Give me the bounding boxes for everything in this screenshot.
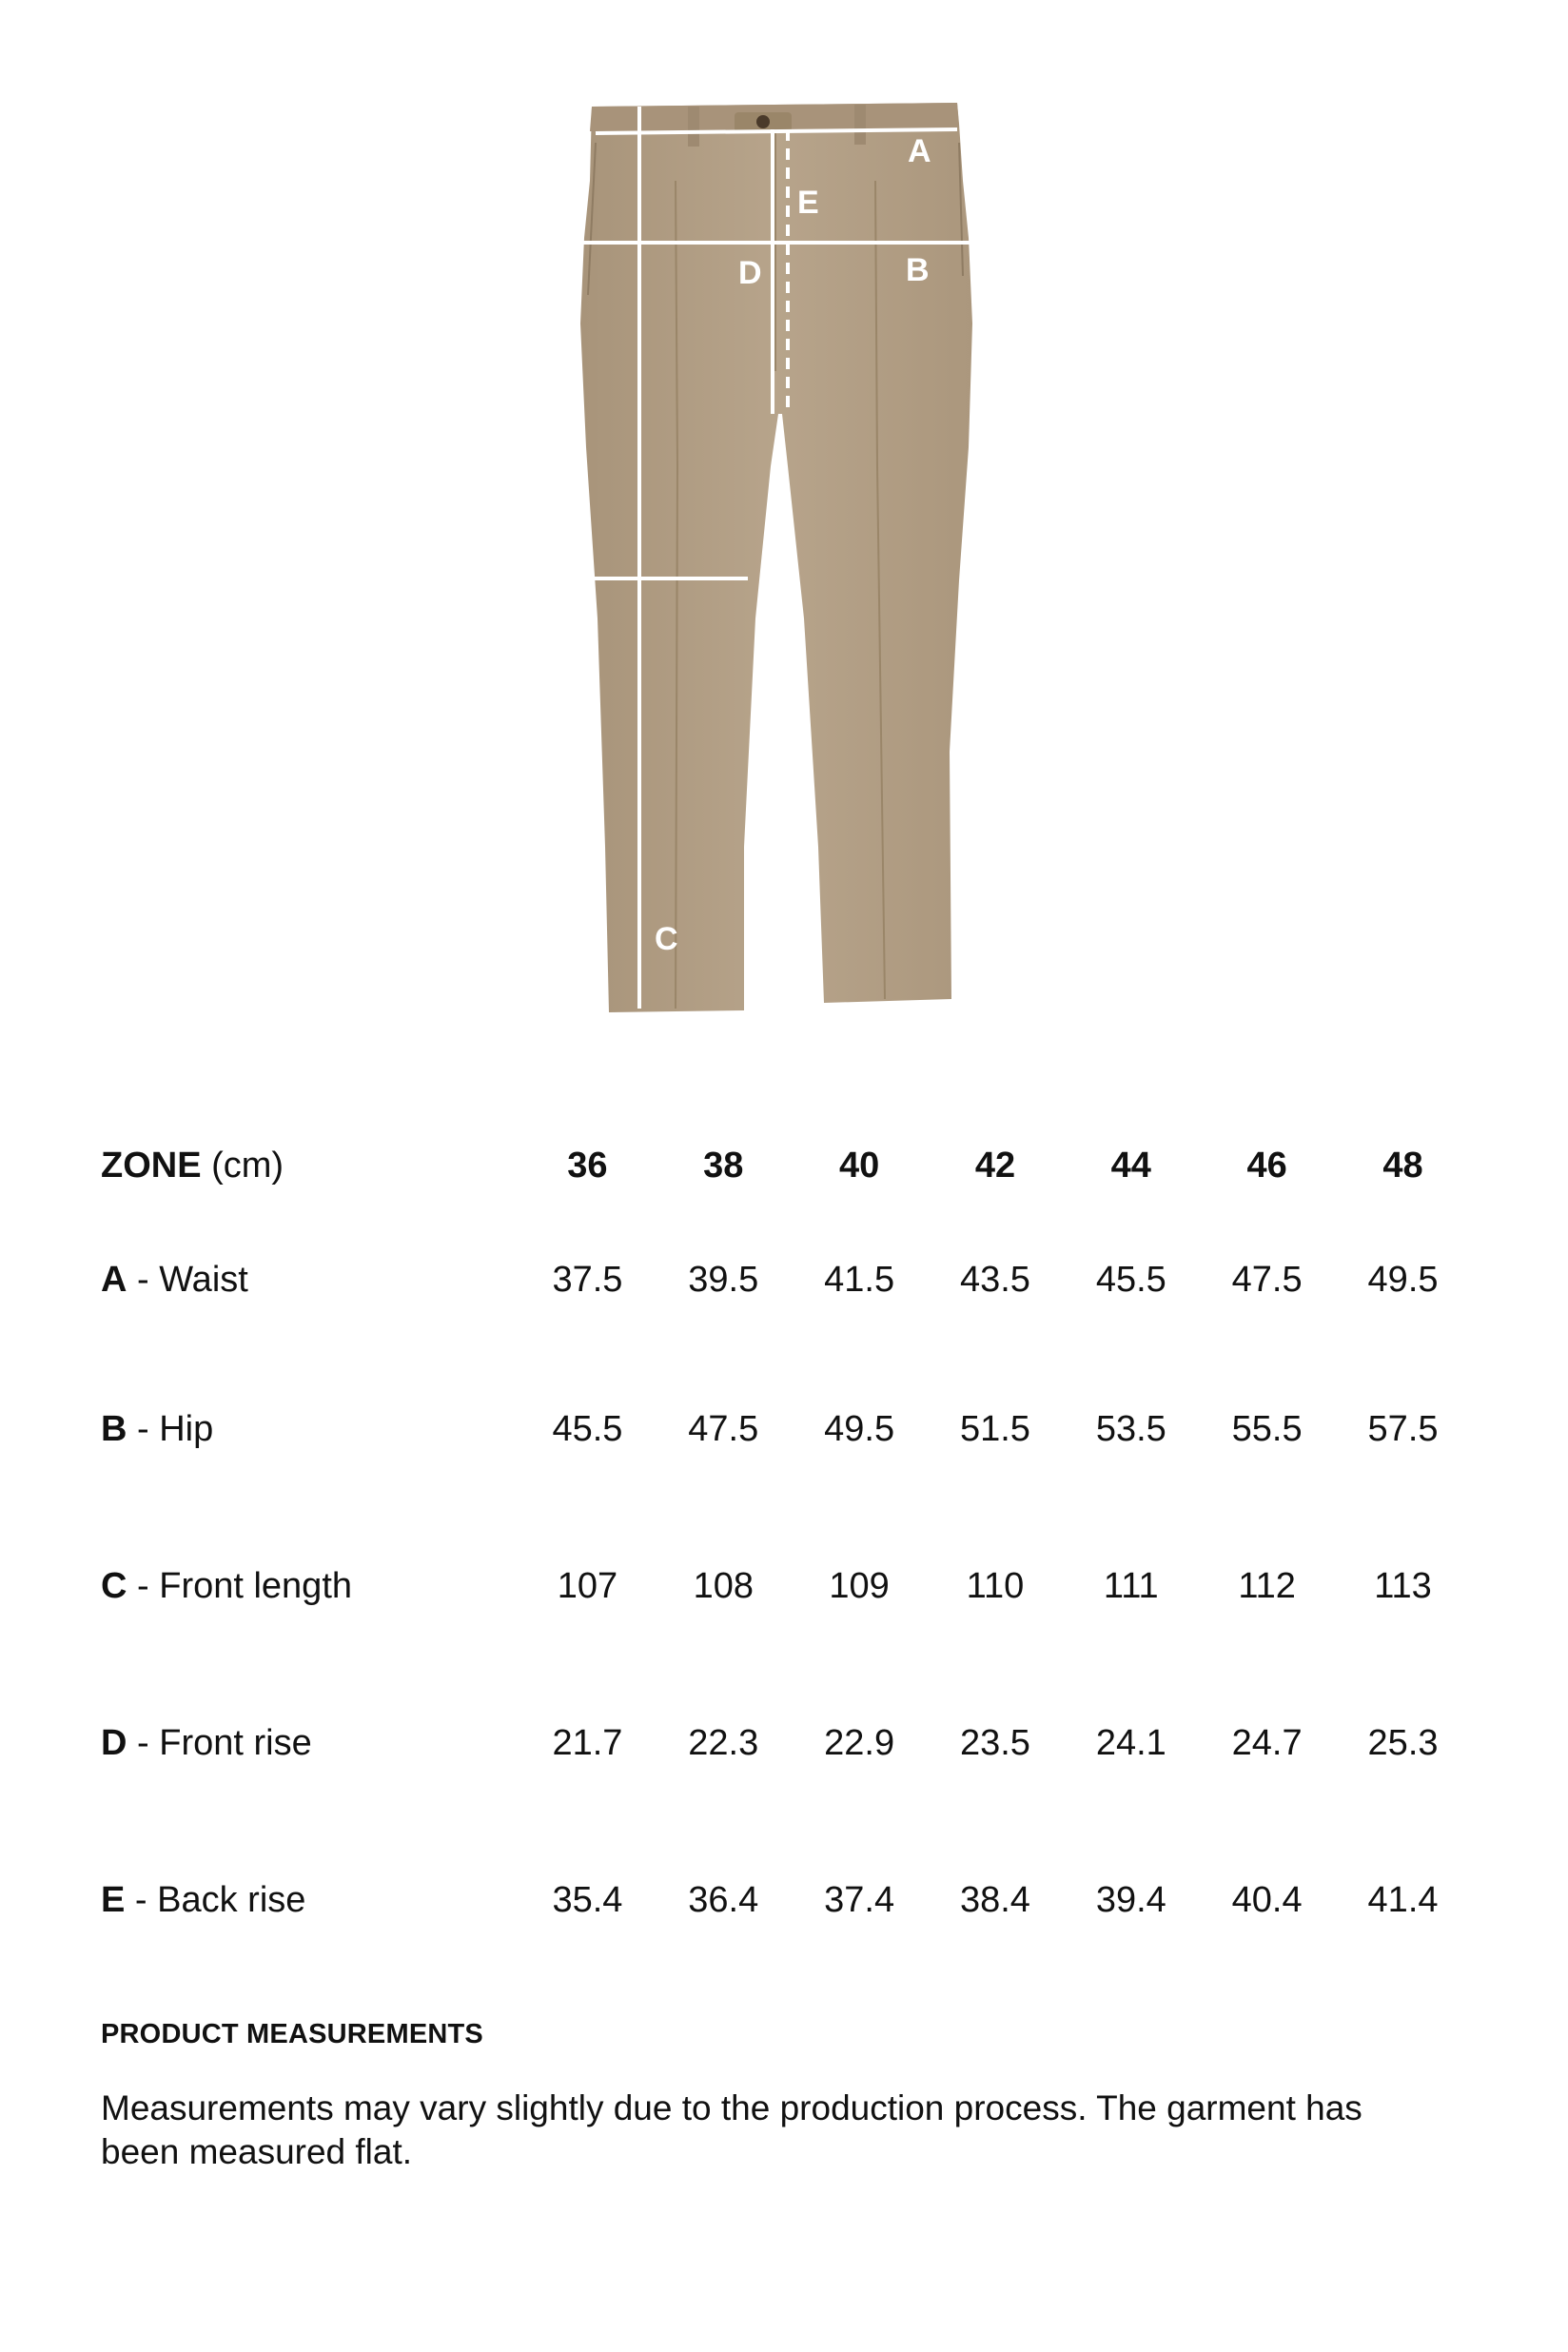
waist-button-icon — [756, 115, 770, 128]
notes-text: Measurements may vary slightly due to the production process. The garment has been measured flat. — [101, 2088, 1362, 2171]
label-b: B — [906, 252, 930, 288]
table-header-row — [101, 1123, 1471, 1208]
size-header: 40 — [838, 1145, 880, 1186]
notes-title: PRODUCT MEASUREMENTS — [101, 2019, 483, 2049]
size-header: 38 — [703, 1145, 744, 1186]
value-cell: 45.5 — [552, 1409, 623, 1449]
value-cell: 57.5 — [1367, 1409, 1439, 1449]
table-row — [101, 1351, 1471, 1508]
zone-header — [101, 1123, 519, 1208]
size-header: 46 — [1246, 1145, 1287, 1186]
value-cell: 37.4 — [824, 1880, 895, 1920]
size-header: 36 — [567, 1145, 608, 1186]
value-cell: 47.5 — [688, 1409, 759, 1449]
size-header: 44 — [1110, 1145, 1151, 1186]
value-cell: 112 — [1238, 1566, 1296, 1606]
value-cell: 43.5 — [959, 1259, 1030, 1300]
value-cell: 55.5 — [1231, 1409, 1303, 1449]
label-c: C — [655, 921, 678, 957]
value-cell: 109 — [829, 1566, 890, 1606]
zone-cell — [101, 1508, 519, 1665]
value-cell: 35.4 — [552, 1880, 623, 1920]
value-cell: 21.7 — [552, 1723, 623, 1763]
label-a: A — [908, 133, 931, 169]
value-cell: 24.1 — [1095, 1723, 1166, 1763]
value-cell: 41.4 — [1367, 1880, 1439, 1920]
belt-loop — [688, 107, 699, 147]
value-cell: 36.4 — [688, 1880, 759, 1920]
value-cell: 108 — [693, 1566, 754, 1606]
belt-loop — [854, 105, 866, 145]
value-cell: 22.3 — [688, 1723, 759, 1763]
zone-cell — [101, 1822, 519, 1979]
value-cell: 53.5 — [1095, 1409, 1166, 1449]
zone-cell — [101, 1665, 519, 1822]
zone-name: - Front rise — [137, 1723, 312, 1763]
size-header: 42 — [974, 1145, 1016, 1186]
value-cell: 49.5 — [824, 1409, 895, 1449]
size-chart-table — [101, 1123, 1471, 1979]
zone-letter: A — [101, 1259, 127, 1300]
product-measurements-note — [101, 2019, 1433, 2174]
size-header: 48 — [1382, 1145, 1423, 1186]
value-cell: 51.5 — [959, 1409, 1030, 1449]
value-cell: 24.7 — [1231, 1723, 1303, 1763]
value-cell: 39.4 — [1095, 1880, 1166, 1920]
table-row — [101, 1208, 1471, 1351]
zone-letter: E — [101, 1880, 126, 1920]
zone-name: - Hip — [137, 1409, 214, 1449]
unit-label: (cm) — [211, 1145, 284, 1186]
value-cell: 23.5 — [959, 1723, 1030, 1763]
value-cell: 110 — [966, 1566, 1025, 1606]
value-cell: 22.9 — [824, 1723, 895, 1763]
value-cell: 113 — [1374, 1566, 1432, 1606]
zone-letter: D — [101, 1723, 127, 1763]
value-cell: 38.4 — [959, 1880, 1030, 1920]
table-row — [101, 1822, 1471, 1979]
label-e: E — [797, 185, 819, 221]
value-cell: 25.3 — [1367, 1723, 1439, 1763]
trousers-measurement-diagram — [533, 86, 1028, 1028]
value-cell: 40.4 — [1231, 1880, 1303, 1920]
zone-name: - Back rise — [134, 1880, 306, 1920]
zone-name: - Front length — [137, 1566, 353, 1606]
trousers-illustration — [533, 86, 1028, 1028]
value-cell: 37.5 — [552, 1259, 623, 1300]
value-cell: 39.5 — [688, 1259, 759, 1300]
zone-letter: C — [101, 1566, 127, 1606]
zone-name: - Waist — [137, 1259, 248, 1300]
zone-label: ZONE — [101, 1145, 202, 1186]
value-cell: 107 — [557, 1566, 618, 1606]
value-cell: 47.5 — [1231, 1259, 1303, 1300]
value-cell: 49.5 — [1367, 1259, 1439, 1300]
label-d: D — [738, 255, 762, 291]
table-row — [101, 1508, 1471, 1665]
table-row — [101, 1665, 1471, 1822]
zone-cell — [101, 1351, 519, 1508]
value-cell: 45.5 — [1095, 1259, 1166, 1300]
zone-cell — [101, 1208, 519, 1351]
value-cell: 111 — [1103, 1566, 1159, 1606]
value-cell: 41.5 — [824, 1259, 895, 1300]
zone-letter: B — [101, 1409, 127, 1449]
